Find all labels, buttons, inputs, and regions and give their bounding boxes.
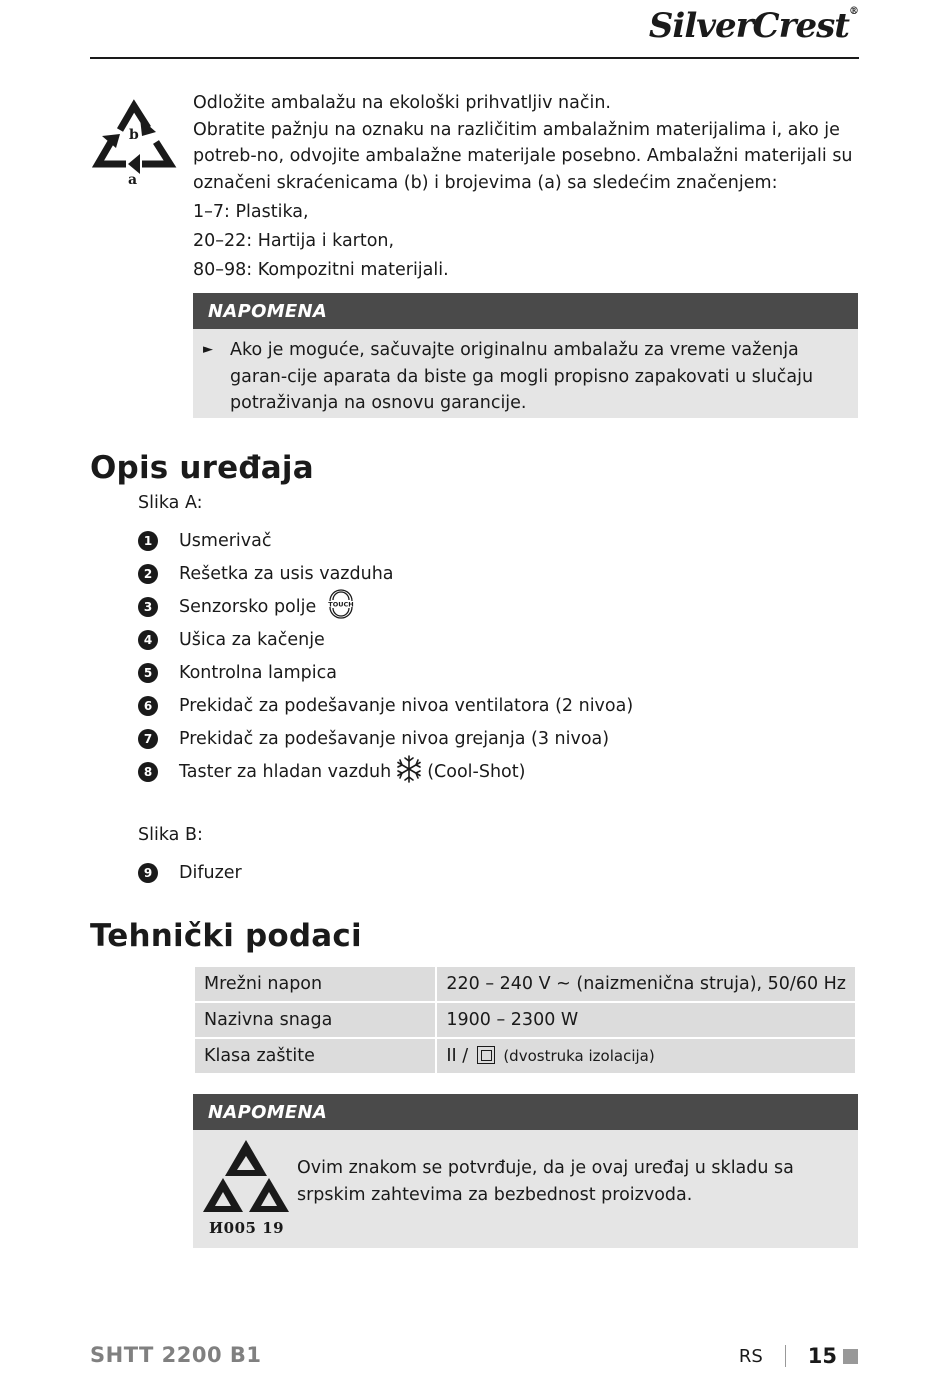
number-badge: 2 (138, 564, 158, 584)
snowflake-icon (395, 754, 423, 784)
table-cell-value: 220 – 240 V ~ (naizmenična struja), 50/60 Hz (437, 967, 855, 1001)
table-cell-key: Nazivna snaga (195, 1003, 435, 1037)
section-heading-device: Opis uređaja (90, 450, 314, 486)
recycling-text (193, 90, 858, 283)
list-item (138, 860, 738, 893)
double-insulation-icon (477, 1046, 495, 1064)
recycling-label-a: a (128, 172, 138, 188)
registered-mark: ® (849, 6, 858, 17)
list-item (138, 594, 738, 627)
number-badge: 4 (138, 630, 158, 650)
table-cell-value: 1900 – 2300 W (437, 1003, 855, 1037)
technical-data-table (193, 965, 857, 1075)
number-badge: 5 (138, 663, 158, 683)
list-item (138, 528, 738, 561)
number-badge: 6 (138, 696, 158, 716)
note-heading: NAPOMENA (193, 1094, 858, 1130)
touch-icon-text: TOUCH (328, 600, 354, 609)
note-text: Ako je moguće, sačuvajte originalnu ambalažu za vreme važenja garan-cije aparata da biste ga mogli propisno zapakovati u slučaju potraživanja na osnovu garancije. (230, 340, 814, 413)
table-row (195, 967, 855, 1001)
table-cell-key: Klasa zaštite (195, 1039, 435, 1073)
table-row (195, 1003, 855, 1037)
part-label: Prekidač za podešavanje nivoa grejanja (3 nivoa) (179, 729, 610, 749)
note-box-packaging (193, 293, 858, 418)
part-label: Usmerivač (179, 531, 272, 551)
part-label: Rešetka za usis vazduha (179, 564, 394, 584)
list-item (138, 627, 738, 660)
touch-icon (326, 589, 356, 619)
parts-list-b (138, 860, 738, 893)
number-badge: 7 (138, 729, 158, 749)
brand-logo (649, 6, 858, 46)
part-label-with-icon (179, 759, 525, 785)
list-item (138, 726, 738, 759)
part-label: Difuzer (179, 863, 242, 883)
header-rule (90, 57, 859, 59)
brand-name: SilverCrest (648, 6, 849, 46)
figure-a-label: Slika A: (138, 493, 203, 513)
number-badge: 1 (138, 531, 158, 551)
recycling-code-composite: 80–98: Kompozitni materijali. (193, 259, 449, 280)
protection-class-note: (dvostruka izolacija) (503, 1047, 655, 1065)
conformity-code: И005 19 (209, 1219, 285, 1237)
recycling-line-2: Obratite pažnju na oznaku na različitim ambalažnim materijalima i, ako je potreb-no, odvojite ambalažne materijale posebno. Ambalažni materijali su označeni skraćenicama (b) i brojevima (a) sa sledećim značenjem: (193, 119, 853, 193)
number-badge: 8 (138, 762, 158, 782)
note-body (193, 329, 858, 417)
footer-divider (785, 1345, 786, 1367)
recycling-line-1: Odložite ambalažu na ekološki prihvatljiv način. (193, 93, 611, 113)
model-number: SHTT 2200 B1 (90, 1343, 262, 1367)
part-label-text: Taster za hladan vazduh (179, 762, 392, 782)
page-number: 15 (807, 1344, 837, 1368)
part-label: Ušica za kačenje (179, 630, 325, 650)
note-heading: NAPOMENA (193, 293, 858, 329)
note-body (193, 1130, 858, 1248)
parts-list-a (138, 528, 738, 792)
part-label-text: Senzorsko polje (179, 597, 317, 617)
part-label: Prekidač za podešavanje nivoa ventilatora (2 nivoa) (179, 696, 634, 716)
recycling-label-b: b (129, 127, 139, 143)
list-item (138, 561, 738, 594)
table-row (195, 1039, 855, 1073)
part-label-suffix: (Cool-Shot) (427, 762, 526, 782)
arrow-bullet-icon: ► (203, 342, 213, 357)
list-item (138, 759, 738, 792)
square-marker-icon (843, 1349, 858, 1364)
language-code: RS (738, 1345, 763, 1367)
note-box-conformity (193, 1094, 858, 1248)
number-badge: 3 (138, 597, 158, 617)
number-badge: 9 (138, 863, 158, 883)
recycling-code-plastic: 1–7: Plastika, (193, 201, 309, 222)
page-footer (739, 1343, 858, 1369)
figure-b-label: Slika B: (138, 825, 203, 845)
list-item (138, 693, 738, 726)
note-text: Ovim znakom se potvrđuje, da je ovaj uređaj u skladu sa srpskim zahtevima za bezbednost proizvoda. (297, 1158, 794, 1205)
list-item (138, 660, 738, 693)
section-heading-technical: Tehnički podaci (90, 918, 362, 954)
protection-class: II / (446, 1046, 469, 1066)
part-label: Kontrolna lampica (179, 663, 337, 683)
part-label-with-icon (179, 594, 356, 620)
recycling-code-paper: 20–22: Hartija i karton, (193, 230, 395, 251)
table-cell-value (437, 1039, 855, 1073)
table-cell-key: Mrežni napon (195, 967, 435, 1001)
